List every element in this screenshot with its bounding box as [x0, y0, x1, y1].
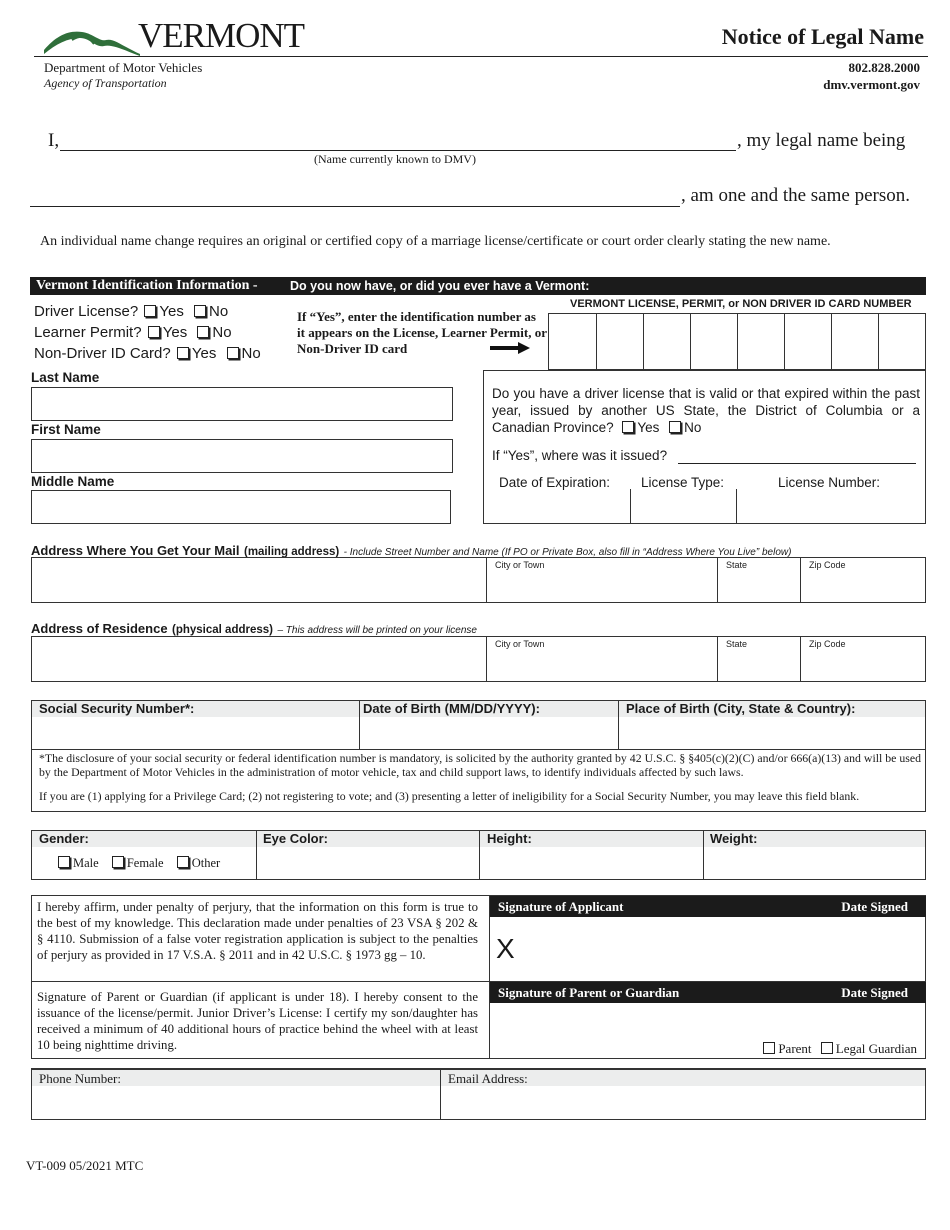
guardian-type-options: Parent Legal Guardian	[763, 1041, 917, 1057]
guardian-date-label: Date Signed	[841, 985, 908, 1000]
other-no-checkbox[interactable]	[669, 421, 681, 433]
other-license-question: Do you have a driver license that is valid or that expired within the past year, issued by another US State, the District of Columbia or a Canadian Province? Yes No	[492, 386, 920, 435]
dl-yes-checkbox[interactable]	[144, 305, 156, 317]
other-license-box	[483, 370, 926, 524]
first-name-label: First Name	[31, 422, 101, 437]
residence-city-label: City or Town	[495, 639, 545, 649]
name-change-note: An individual name change requires an original or certified copy of a marriage license/certificate or court order clearly stating the new name.	[40, 234, 831, 249]
weight-input[interactable]	[704, 847, 925, 879]
mailing-zip-label: Zip Code	[809, 560, 846, 570]
page-title: Notice of Legal Name	[721, 24, 924, 49]
divider	[618, 701, 619, 749]
mailing-state-label: State	[726, 560, 748, 570]
guardian-signature-label: Signature of Parent or Guardian	[498, 985, 680, 1000]
residence-state-label: State	[726, 639, 748, 649]
height-input[interactable]	[480, 847, 702, 879]
residence-address-heading: Address of Residence (physical address) – This address will be printed on your license	[31, 621, 477, 636]
ssn-input[interactable]	[32, 717, 359, 749]
applicant-signature-label: Signature of Applicant	[498, 899, 624, 914]
dob-label: Date of Birth (MM/DD/YYYY):	[363, 701, 540, 716]
divider	[32, 749, 925, 750]
declaration-prefix: I,	[48, 130, 60, 151]
male-checkbox[interactable]	[58, 856, 70, 868]
guardian-consent-text: Signature of Parent or Guardian (if applicant is under 18). I hereby consent to the issuance of the license/permit. Junior Driver’s License: I certify my son/daughter has received a minimum of 40 additional hours of practice behind the wheel with at least 10 being nighttime driving.	[37, 990, 478, 1052]
email-label: Email Address:	[448, 1071, 528, 1086]
first-name-input[interactable]	[31, 439, 453, 473]
residence-zip-label: Zip Code	[809, 639, 846, 649]
pob-label: Place of Birth (City, State & Country):	[626, 701, 856, 716]
divider	[486, 558, 487, 602]
legal-name-line[interactable]	[30, 206, 680, 207]
divider	[359, 701, 360, 749]
id-grid-divider	[596, 314, 597, 370]
expiration-divider	[630, 489, 631, 524]
where-issued-label: If “Yes”, where was it issued?	[492, 448, 668, 463]
middle-name-input[interactable]	[31, 490, 451, 524]
parent-checkbox[interactable]	[763, 1042, 775, 1054]
privilege-card-note: If you are (1) applying for a Privilege Card; (2) not registering to vote; and (3) presenting a letter of ineligibility for a Social Security Number, you may leave this field blank.	[39, 789, 860, 803]
applicant-signature-input[interactable]	[522, 918, 925, 980]
divider	[717, 558, 718, 602]
q-nondriver-id: Non-Driver ID Card? Yes No	[34, 345, 261, 362]
phone-input[interactable]	[32, 1086, 439, 1119]
id-grid-divider	[737, 314, 738, 370]
phone-label: Phone Number:	[39, 1071, 121, 1086]
q-driver-license: Driver License? Yes No	[34, 303, 229, 320]
current-name-line[interactable]	[60, 150, 736, 151]
mountain-logo-icon	[42, 20, 142, 60]
eye-color-input[interactable]	[257, 847, 478, 879]
header-rule	[34, 56, 928, 57]
affirmation-text: I hereby affirm, under penalty of perjury, that the information on this form is true to the best of my knowledge. This declaration made under penalties of 23 VSA § 202 & § 4110. Submission of a false voter registration application is subject to the penalties of perjury as provided in 17 V.S.A. § 2011 and in 42 U.S.C. § 1973 gg – 10.	[37, 900, 478, 962]
agency-name: Agency of Transportation	[44, 76, 167, 90]
divider	[800, 558, 801, 602]
physical-info-box	[31, 830, 926, 880]
mailing-street-input[interactable]	[32, 558, 486, 602]
signature-box	[31, 895, 926, 1059]
id-grid-divider	[643, 314, 644, 370]
pob-input[interactable]	[619, 717, 925, 749]
id-number-instruction: If “Yes”, enter the identification number as it appears on the License, Learner Permit, or Non-Driver ID card	[297, 309, 547, 356]
applicant-signature-bar	[490, 896, 926, 917]
nd-no-checkbox[interactable]	[227, 347, 239, 359]
where-issued-line[interactable]	[678, 463, 916, 464]
ssn-label: Social Security Number*:	[39, 701, 195, 716]
expiration-label: Date of Expiration:	[499, 475, 611, 490]
license-number-label: License Number:	[778, 475, 881, 490]
form-id: VT-009 05/2021 MTC	[26, 1158, 144, 1173]
declaration-suffix1: , my legal name being	[737, 130, 906, 151]
ssn-disclosure: *The disclosure of your social security or federal identification number is mandatory, is solicited by the authority granted by 42 U.S.C. § §405(c)(2)(C) and/or 666(a)(13) and will be used by the Department of Motor Vehicles in the administration of motor vehicle, tax and child support laws, to identify individuals affected by such laws.	[39, 751, 921, 779]
other-yes-checkbox[interactable]	[622, 421, 634, 433]
lp-no-checkbox[interactable]	[197, 326, 209, 338]
license-type-label: License Type:	[641, 475, 725, 490]
type-divider	[736, 489, 737, 524]
id-grid-divider	[878, 314, 879, 370]
gender-options: Male Female Other	[56, 856, 220, 871]
legal-guardian-checkbox[interactable]	[821, 1042, 833, 1054]
residence-street-input[interactable]	[32, 637, 486, 681]
id-grid-divider	[690, 314, 691, 370]
guardian-signature-bar	[490, 982, 926, 1003]
mailing-city-label: City or Town	[495, 560, 545, 570]
lp-yes-checkbox[interactable]	[148, 326, 160, 338]
vermont-logo	[42, 14, 312, 56]
personal-info-box	[31, 700, 926, 812]
declaration-suffix2: , am one and the same person.	[681, 185, 910, 206]
weight-label: Weight:	[710, 831, 758, 846]
vt-id-bar-subtitle: Do you now have, or did you ever have a Vermont:	[290, 279, 590, 293]
id-number-grid[interactable]	[548, 313, 926, 370]
contact-box	[31, 1068, 926, 1120]
last-name-input[interactable]	[31, 387, 453, 421]
id-number-header: VERMONT LICENSE, PERMIT, or NON DRIVER ID CARD NUMBER	[570, 298, 912, 310]
id-grid-divider	[831, 314, 832, 370]
guardian-signature-input[interactable]	[490, 1004, 926, 1038]
current-name-caption: (Name currently known to DMV)	[314, 152, 476, 166]
last-name-label: Last Name	[31, 370, 100, 385]
q-learner-permit: Learner Permit? Yes No	[34, 324, 232, 341]
eye-color-label: Eye Color:	[263, 831, 329, 846]
divider	[717, 637, 718, 681]
applicant-signature-x: X	[496, 933, 515, 964]
divider	[800, 637, 801, 681]
nd-yes-checkbox[interactable]	[177, 347, 189, 359]
mailing-address-heading: Address Where You Get Your Mail (mailing address) - Include Street Number and Name (If PO or Private Box, also fill in “Address Where You Live” below)	[31, 543, 792, 558]
applicant-date-label: Date Signed	[841, 899, 908, 914]
logo-wordmark: VERMONT	[138, 16, 305, 55]
height-label: Height:	[487, 831, 532, 846]
email-input[interactable]	[441, 1086, 925, 1119]
other-gender-checkbox[interactable]	[177, 856, 189, 868]
vt-id-bar	[30, 277, 926, 295]
dmv-website: dmv.vermont.gov	[823, 77, 920, 92]
mailing-address-box	[31, 557, 926, 603]
female-checkbox[interactable]	[112, 856, 124, 868]
residence-address-box	[31, 636, 926, 682]
arrow-right-icon	[490, 342, 530, 354]
department-name: Department of Motor Vehicles	[44, 60, 203, 75]
dob-input[interactable]	[360, 717, 618, 749]
vt-id-bar-title: Vermont Identification Information -	[36, 278, 258, 293]
dmv-phone: 802.828.2000	[848, 60, 920, 75]
divider	[486, 637, 487, 681]
middle-name-label: Middle Name	[31, 474, 115, 489]
id-grid-divider	[784, 314, 785, 370]
gender-label: Gender:	[39, 831, 89, 846]
dl-no-checkbox[interactable]	[194, 305, 206, 317]
